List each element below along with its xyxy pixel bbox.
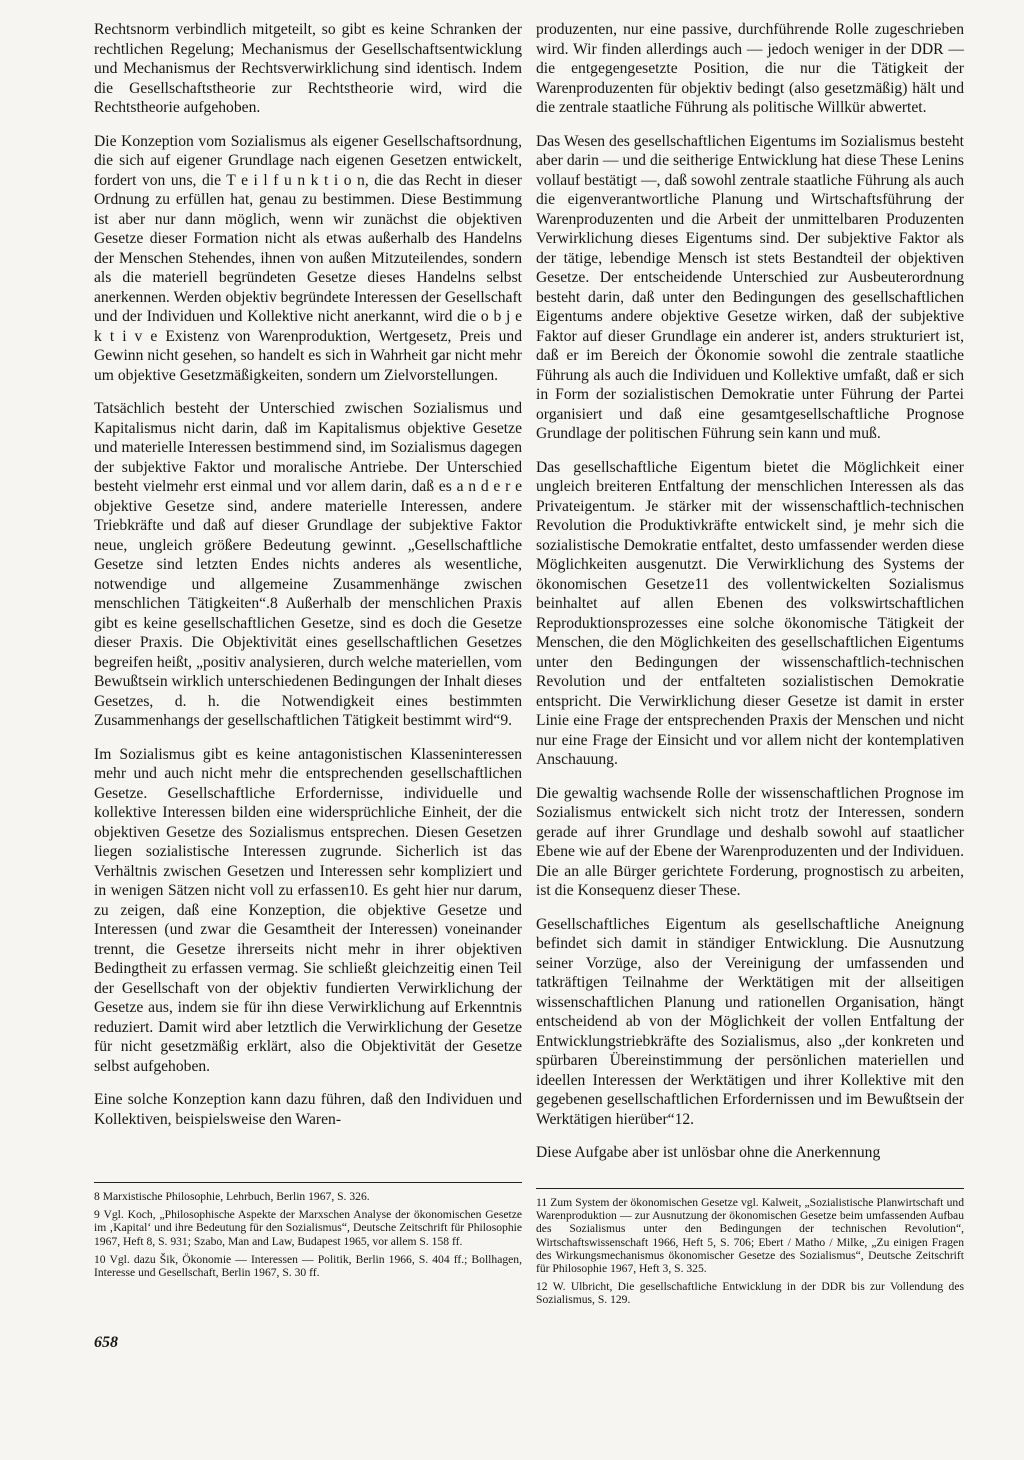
footnote: 9 Vgl. Koch, „Philosophische Aspekte der Marxschen Analyse der ökonomischen Gesetze im ‚Kapital‘ und ihre Bedeutung für den Sozialismus“, Deutsche Zeitschrift für Philosophie 1967, Heft 8, S. 931; Szabo, Man and Law, Budapest 1965, vor allem S. 158 ff. — [94, 1208, 522, 1248]
paragraph: Das gesellschaftliche Eigentum bietet die Möglichkeit einer ungleich breiteren Entfaltung der menschlichen Interessen als das Privateigentum. Je stärker mit der wissenschaftlich-technischen Revolution die Produktivkräfte entwickelt sind, je mehr sich die sozialistische Demokratie entfaltet, desto umfassender werden diese Möglichkeiten ausgenutzt. Die Verwirklichung des Systems der ökonomischen Gesetze11 des vollentwickelten Sozialismus beinhaltet auf allen Ebenen des volkswirtschaftlichen Reproduktionsprozesses eine solche ökonomische Tätigkeit der Menschen, die den Möglichkeiten des gesellschaftlichen Eigentums unter den Bedingungen der wissenschaftlich-technischen Revolution und der entfalteten sozialistischen Demokratie entspricht. Die Verwirklichung dieser Gesetze ist damit in erster Linie eine Frage der entsprechenden Praxis der Menschen und nicht nur eine Frage der Einsicht und vor allem nicht der kontemplativen Anschauung. — [536, 458, 964, 768]
footnote: 12 W. Ulbricht, Die gesellschaftliche Entwicklung in der DDR bis zur Vollendung des Sozialismus, S. 129. — [536, 1280, 964, 1307]
footnotes-right — [536, 1188, 964, 1312]
paragraph: Im Sozialismus gibt es keine antagonistischen Klasseninteressen mehr und auch nicht mehr die entsprechenden gesellschaftlichen Gesetze. Gesellschaftliche Erfordernisse, individuelle und kollektive Interessen bilden eine widersprüchliche Einheit, der die objektiven Gesetze des Sozialismus entsprechen. Diesen Gesetzen liegen sozialistische Interessen zugrunde. Sicherlich ist das Verhältnis zwischen Gesetzen und Interessen sehr kompliziert und in wenigen Sätzen nicht voll zu erfassen10. Es geht hier nur darum, zu zeigen, daß eine Konzeption, die objektive Gesetze und Interessen (und zwar die Gesamtheit der Interessen) voneinander trennt, die Gesetze ihrerseits nicht mehr in ihrer objektiven Bedingtheit zu erfassen vermag. Sie schließt gleichzeitig einen Teil der Gesellschaft von der objektiv fundierten Verwirklichung der Gesetze aus, indem sie für ihn diese Verwirklichung auf Erkenntnis reduziert. Damit wird aber letztlich die Verwirklichung der Gesetze für nicht gesetzmäßig erklärt, also die Objektivität der Gesetze selbst aufgehoben. — [94, 745, 522, 1075]
page-number: 658 — [94, 1334, 118, 1351]
paragraph: Diese Aufgabe aber ist unlösbar ohne die Anerkennung — [536, 1144, 881, 1161]
paragraph: Tatsächlich besteht der Unterschied zwischen Sozialismus und Kapitalismus nicht darin, daß im Kapitalismus objektive Gesetze und materielle Interessen bestimmend sind, im Sozialismus dagegen der subjektive Faktor und moralische Antriebe. Der Unterschied besteht vielmehr erst einmal und vor allem darin, daß es a n d e r e objektive Gesetze sind, andere materielle Interessen, andere Triebkräfte und daß auf dieser Grundlage der subjektive Faktor neue, ungleich größere Bedeutung gewinnt. „Gesellschaftliche Gesetze sind letzten Endes nichts anderes als wesentliche, notwendige und allgemeine Zusammenhänge zwischen menschlichen Tätigkeiten“.8 Außerhalb der menschlichen Praxis gibt es keine gesellschaftlichen Gesetze, sind es doch die Gesetze dieser Praxis. Die Objektivität eines gesellschaftlichen Gesetzes begreifen heißt, „positiv analysieren, durch welche materiellen, vom Bewußtsein wirklich unterschiedenen Bedingungen der Inhalt dieses Gesetzes, d. h. die Notwendigkeit eines bestimmten Zusammenhangs der gesellschaftlichen Tätigkeit bestimmt wird“9. — [94, 400, 522, 729]
paragraph: Eine solche Konzeption kann dazu führen, daß den Individuen und Kollektiven, beispielsweise den Waren- — [94, 1091, 522, 1128]
right-column — [536, 20, 964, 1163]
footnotes-left — [94, 1182, 522, 1284]
footnote: 10 Vgl. dazu Šik, Ökonomie — Interessen — Politik, Berlin 1966, S. 404 ff.; Bollhagen, Interesse und Gesellschaft, Berlin 1967, S. 30 ff. — [94, 1252, 522, 1280]
paragraph: Gesellschaftliches Eigentum als gesellschaftliche Aneignung befindet sich damit in ständiger Entwicklung. Die Ausnutzung seiner Vorzüge, also der Vereinigung der umfassenden und tatkräftigen Teilnahme der Werktätigen mit der allseitigen wissenschaftlichen Planung und rationellen Organisation, hängt entscheidend ab von der Möglichkeit der vollen Entfaltung der Entwicklungstriebkräfte des Sozialismus, also „der konkreten und spürbaren Übereinstimmung der persönlichen materiellen und ideellen Interessen der Werktätigen und ihrer Kollektive mit den gegebenen gesellschaftlichen Erfordernissen und im Bewußtsein der Werktätigen hierüber“12. — [536, 915, 964, 1128]
paragraph: Die Konzeption vom Sozialismus als eigener Gesellschaftsordnung, die sich auf eigener Grundlage nach eigenen Gesetzen entwickelt, fordert von uns, die T e i l f u n k t i o n, die das Recht in dieser Ordnung zu erfüllen hat, genau zu bestimmen. Diese Bestimmung ist aber nur dann möglich, wenn wir zunächst die objektiven Gesetze dieser Formation nicht als etwas außerhalb des Handelns der Menschen Stehendes, ihnen von außen Mitzuteilendes, sondern als die materiell begründeten Gesetze dieses Handelns selbst anerkennen. Werden objektiv begründete Interessen der Gesellschaft und der Individuen und Kollektive nicht anerkannt, wird die o b j e k t i v e Existenz von Warenproduktion, Wertgesetz, Preis und Gewinn nicht gesehen, so handelt es sich in Wahrheit gar nicht mehr um objektive Gesetzmäßigkeiten, sondern um Zielvorstellungen. — [94, 132, 522, 384]
paragraph: produzenten, nur eine passive, durchführende Rolle zugeschrieben wird. Wir finden allerdings auch — jedoch weniger in der DDR — die entgegengesetzte Position, die nur die Tätigkeit der Warenproduzenten für objektiv bedingt (also gesetzmäßig) hält und die zentrale staatliche Führung als politische Willkür abwertet. — [536, 21, 964, 116]
footnote: 11 Zum System der ökonomischen Gesetze vgl. Kalweit, „Sozialistische Planwirtschaft und Warenproduktion — zur Ausnutzung der ökonomischen Gesetze beim umfassenden Aufbau des Sozialismus unter den Bedingungen der technischen Revolution“, Wirtschaftswissenschaft 1966, Heft 5, S. 706; Ebert / Matho / Milke, „Zu einigen Fragen des Wirkungsmechanismus ökonomischer Gesetze des Sozialismus“, Deutsche Zeitschrift für Philosophie 1967, Heft 3, S. 325. — [536, 1196, 964, 1276]
left-column — [94, 20, 522, 1129]
paragraph: Das Wesen des gesellschaftlichen Eigentums im Sozialismus besteht aber darin — und die seitherige Entwicklung hat diese These Lenins vollauf bestätigt —, daß sowohl zentrale staatliche Führung als auch die eigenverantwortliche Planung und Wirtschaftsführung der Warenproduzenten und die Arbeit der unmittelbaren Produzenten Verwirklichung dieses Eigentums sind. Der subjektive Faktor als der tätige, lebendige Mensch ist stets Bestandteil der objektiven Gesetze. Der entscheidende Unterschied zur Ausbeuterordnung besteht darin, daß unter den Bedingungen des gesellschaftlichen Eigentums andere objektive Gesetze wirken, daß der subjektive Faktor auf dieser Grundlage ein anderer ist, anders strukturiert ist, daß er im Bereich der Ökonomie sowohl die zentrale staatliche Führung als auch die Individuen und Kollektive umfaßt, daß er sich in Form der sozialistischen Demokratie unter Führung der Partei organisiert und daß eine gesamtgesellschaftliche Prognose Grundlage der politischen Führung sein kann und muß. — [536, 132, 964, 442]
paragraph: Die gewaltig wachsende Rolle der wissenschaftlichen Prognose im Sozialismus entwickelt sich nicht trotz der Interessen, sondern gerade auf ihrer Grundlage und deshalb sowohl auf staatlicher Ebene wie auf der Ebene der Warenproduzenten und der Individuen. Die an alle Bürger gerichtete Forderung, prognostisch zu arbeiten, ist die Konsequenz dieser These. — [536, 784, 964, 899]
paragraph: Rechtsnorm verbindlich mitgeteilt, so gibt es keine Schranken der rechtlichen Regelung; Mechanismus der Gesellschaftsentwicklung und Mechanismus der Rechtsverwirklichung sind identisch. Indem die Gesellschaftstheorie zur Rechtstheorie wird, wird die Rechtstheorie aufgehoben. — [94, 21, 522, 116]
footnote: 8 Marxistische Philosophie, Lehrbuch, Berlin 1967, S. 326. — [94, 1190, 370, 1203]
